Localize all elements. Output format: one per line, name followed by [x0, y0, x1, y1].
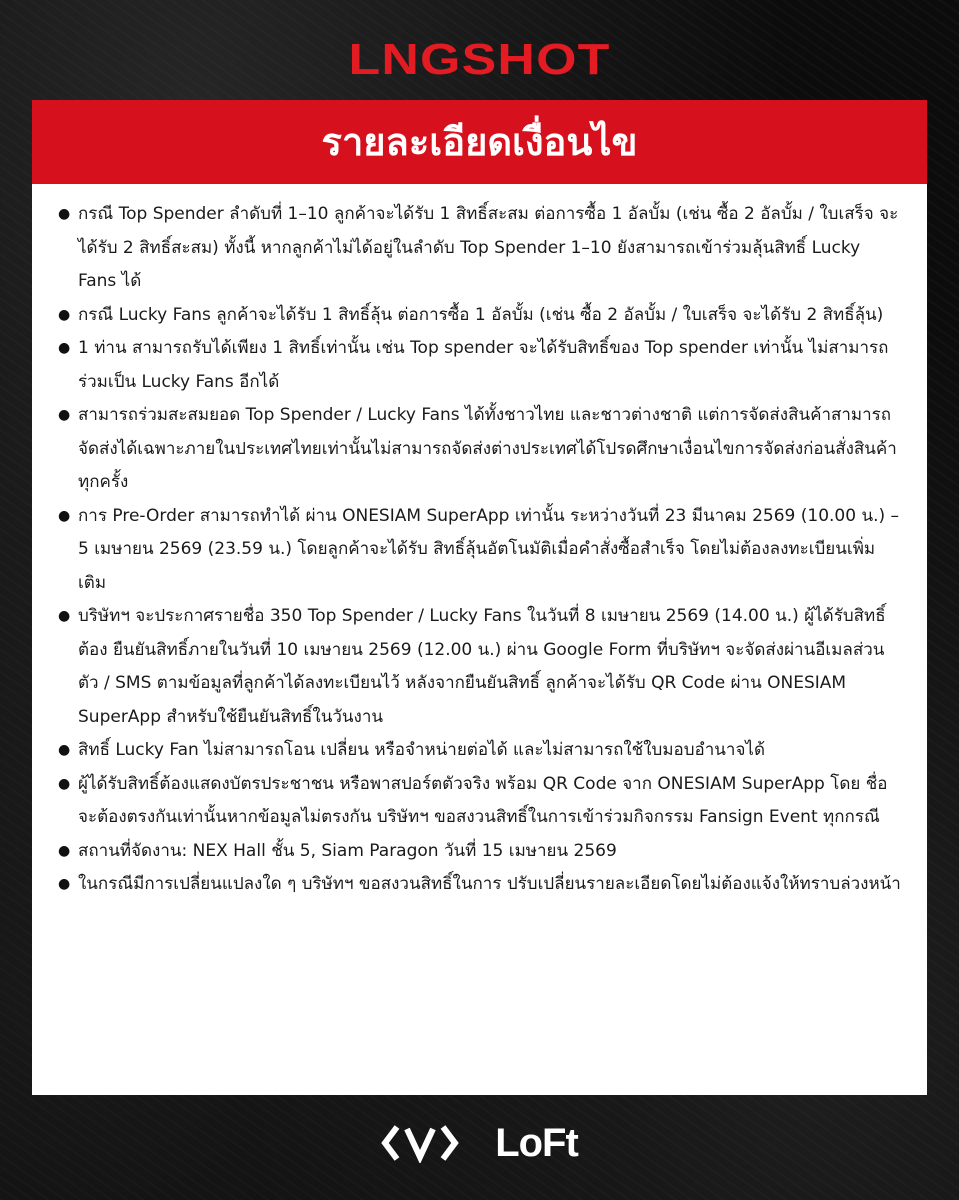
list-item: ● กรณี Lucky Fans ลูกค้าจะได้รับ 1 สิทธิ์ลุ้น ต่อการซื้อ 1 อัลบั้ม (เช่น ซื้อ 2 อัลบั้ม / ใบเสร็จ จะได้รับ 2 สิทธิ์ลุ้น) — [58, 299, 903, 333]
list-item: ● สิทธิ์ Lucky Fan ไม่สามารถโอน เปลี่ยน หรือจำหน่ายต่อได้ และไม่สามารถใช้ใบมอบอำนาจได้ — [58, 734, 903, 768]
conditions-list — [32, 184, 927, 902]
conditions-card — [32, 100, 927, 1095]
list-item: ● 1 ท่าน สามารถรับได้เพียง 1 สิทธิ์เท่านั้น เช่น Top spender จะได้รับสิทธิ์ของ Top spender เท่านั้น ไม่สามารถร่วมเป็น Lucky Fans อีกได้ — [58, 332, 903, 399]
list-item: ● ในกรณีมีการเปลี่ยนแปลงใด ๆ บริษัทฯ ขอสงวนสิทธิ์ในการ ปรับเปลี่ยนรายละเอียดโดยไม่ต้องแจ้งให้ทราบล่วงหน้า — [58, 868, 903, 902]
brand-mark-icon — [381, 1123, 459, 1163]
list-item: ● ผู้ได้รับสิทธิ์ต้องแสดงบัตรประชาชน หรือพาสปอร์ตตัวจริง พร้อม QR Code จาก ONESIAM SuperApp โดย ชื่อ จะต้องตรงกันเท่านั้นหากข้อมูลไม่ตรงกัน บริษัทฯ ขอสงวนสิทธิ์ในการเข้าร่วมกิจกรรม Fansign Event ทุกกรณี — [58, 768, 903, 835]
list-item: ● บริษัทฯ จะประกาศรายชื่อ 350 Top Spender / Lucky Fans ในวันที่ 8 เมษายน 2569 (14.00 น.) ผู้ได้รับสิทธิ์ต้อง ยืนยันสิทธิ์ภายในวันที่ 10 เมษายน 2569 (12.00 น.) ผ่าน Google Form ที่บริษัทฯ จะจัดส่งผ่านอีเมลส่วนตัว / SMS ตามข้อมูลที่ลูกค้าได้ลงทะเบียนไว้ หลังจากยืนยันสิทธิ์ ลูกค้าจะได้รับ QR Code ผ่าน ONESIAM SuperApp สำหรับใช้ยืนยันสิทธิ์ในวันงาน — [58, 600, 903, 734]
list-item: ● กรณี Top Spender ลำดับที่ 1–10 ลูกค้าจะได้รับ 1 สิทธิ์สะสม ต่อการซื้อ 1 อัลบั้ม (เช่น ซื้อ 2 อัลบั้ม / ใบเสร็จ จะได้รับ 2 สิทธิ์สะสม) ทั้งนี้ หากลูกค้าไม่ได้อยู่ในลำดับ Top Spender 1–10 ยังสามารถเข้าร่วมลุ้นสิทธิ์ Lucky Fans ได้ — [58, 198, 903, 299]
list-item: ● การ Pre-Order สามารถทำได้ ผ่าน ONESIAM SuperApp เท่านั้น ระหว่างวันที่ 23 มีนาคม 2569 (10.00 น.) – 5 เมษายน 2569 (23.59 น.) โดยลูกค้าจะได้รับ สิทธิ์ลุ้นอัตโนมัติเมื่อคำสั่งซื้อสำเร็จ โดยไม่ต้องลงทะเบียนเพิ่มเติม — [58, 500, 903, 601]
list-item: ● สถานที่จัดงาน: NEX Hall ชั้น 5, Siam Paragon วันที่ 15 เมษายน 2569 — [58, 835, 903, 869]
footer-logos — [0, 1118, 959, 1168]
brand-logo: LNGSHOT — [348, 35, 611, 84]
card-title: รายละเอียดเงื่อนไข — [32, 100, 927, 184]
loft-logo: LoFt — [495, 1121, 578, 1165]
list-item: ● สามารถร่วมสะสมยอด Top Spender / Lucky Fans ได้ทั้งชาวไทย และชาวต่างชาติ แต่การจัดส่งสินค้าสามารถจัดส่งได้เฉพาะภายในประเทศไทยเท่านั้นไม่สามารถจัดส่งต่างประเทศได้โปรดศึกษาเงื่อนไขการจัดส่งก่อนสั่งสินค้าทุกครั้ง — [58, 399, 903, 500]
